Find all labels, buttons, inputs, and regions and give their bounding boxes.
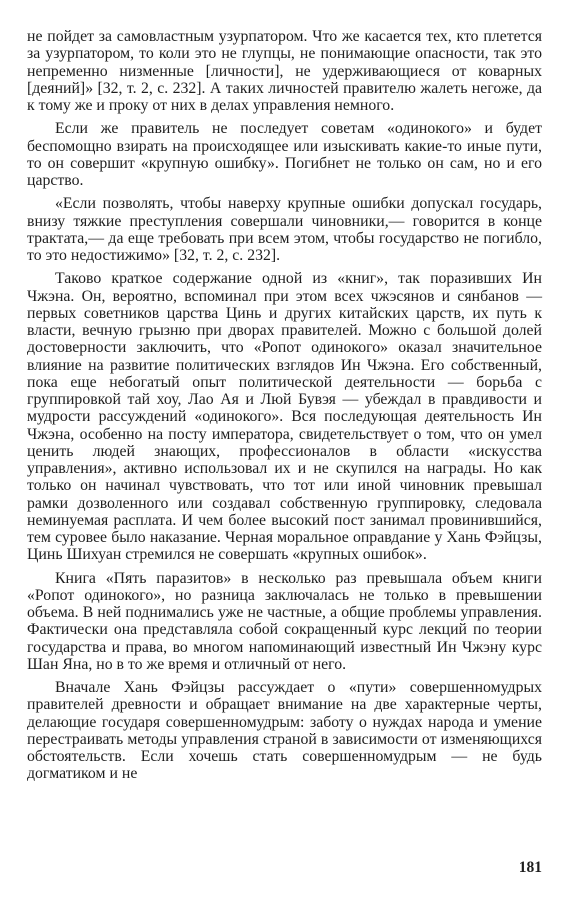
page-number: 181 (518, 859, 542, 876)
book-page (27, 28, 542, 888)
paragraph-advisor-warning: Если же правитель не последует советам «одинокого» и будет беспомощно взирать на происходящее или изыскивать какие-то иные пути, то он совершит «крупную ошибку». Погибнет не только он сам, но и его царство. (27, 120, 542, 189)
paragraph-five-vermin: Книга «Пять паразитов» в несколько раз превышала объем книги «Ропот одинокого», но разница заключалась не только в превышении объема. В ней поднимались уже не частные, а общие проблемы управления. Фактически она представляла собой сокращенный курс лекций по теории государства и права, во многом напоминающий известный Ин Чжэну курс Шан Яна, но в то же время и отличный от него. (27, 569, 542, 673)
paragraph-quote-treatise-end: «Если позволять, чтобы наверху крупные ошибки допускал государь, внизу тяжкие преступления совершали чиновники,— говорится в конце трактата,— да еще требовать при всем этом, чтобы государство не погибло, то это недостижимо» [32, т. 2, с. 232]. (27, 195, 542, 264)
paragraph-ying-zheng-influence: Таково краткое содержание одной из «книг», так поразивших Ин Чжэна. Он, вероятно, вспоминал при этом всех чжэсянов и сянбанов — первых советников царства Цинь и других китайских царств, их путь к власти, вечную грызню при дворах правителей. Можно с большой долей достоверности заключить, что «Ропот одинокого» оказал значительное влияние на развитие политических взглядов Ин Чжэна. Его собственный, пока еще небогатый опыт политической деятельности — борьба с группировкой тай хоу, Лао Ая и Люй Бувэя — убеждал в правдивости и мудрости рассуждений «одинокого». Вся последующая деятельность Ин Чжэна, особенно на посту императора, свидетельствует о том, что он умел ценить людей знающих, профессионалов в области «искусства управления», активно использовал их и не скупился на награды. Но как только он начинал чувствовать, что тот или иной чиновник превышал рамки дозволенного или создавал собственную группировку, следовала неминуемая расплата. И чем более высокий пост занимал провинившийся, тем суровее было наказание. Черная моральное оправдание у Хань Фэйцзы, Цинь Шихуан стремился не совершать «крупных ошибок». (27, 270, 542, 564)
paragraph-han-feizi-way: Вначале Хань Фэйцзы рассуждает о «пути» совершенномудрых правителей древности и обращает внимание на две характерные черты, делающие государя совершенномудрым: заботу о нуждах народа и умение перестраивать методы управления страной в зависимости от изменяющихся обстоятельств. Если хочешь стать совершенномудрым — не будь догматиком и не (27, 679, 542, 783)
paragraph-continuation: не пойдет за самовластным узурпатором. Что же касается тех, кто плетется за узурпатором, то коли это не глупцы, не понимающие опасности, так это непременно низменные [личности], не удерживающиеся от коварных [деяний]» [32, т. 2, с. 232]. А таких личностей правителю жалеть негоже, да к тому же и проку от них в делах управления немного. (27, 28, 542, 114)
